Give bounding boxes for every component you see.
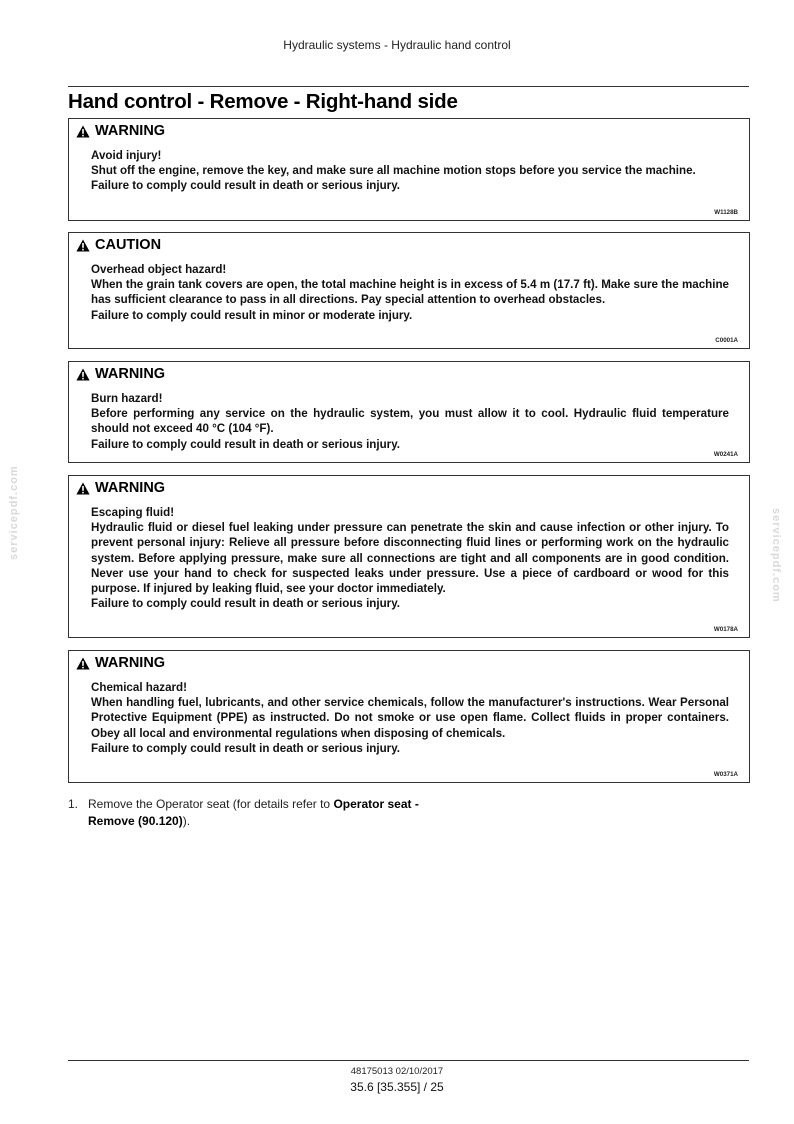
warning-triangle-icon: [76, 657, 90, 670]
warning-box-burn: [68, 361, 750, 463]
step-text-before: Remove the Operator seat (for details refer to: [88, 797, 334, 811]
footer-divider: [68, 1060, 749, 1061]
notice-consequence: Failure to comply could result in death or serious injury.: [91, 437, 401, 451]
header-divider: [68, 86, 749, 87]
notice-body: [91, 391, 729, 452]
footer-page-number: 35.6 [35.355] / 25: [350, 1080, 444, 1094]
warning-box-chemical: [68, 650, 750, 783]
warning-box-avoid-injury: [68, 118, 750, 221]
notice-consequence: Failure to comply could result in death or serious injury.: [91, 597, 401, 611]
step-reference-link[interactable]: Operator seat - Remove (90.120): [88, 797, 419, 828]
watermark-left: servicepdf.com: [8, 465, 20, 560]
notice-heading: [76, 237, 161, 253]
notice-type-label: WARNING: [95, 123, 166, 139]
notice-code: W0178A: [713, 626, 738, 633]
notice-text: Before performing any service on the hydraulic system, you must allow it to cool. Hydraulic fluid temperature should not exceed 40 °C (104 °F).: [91, 407, 729, 436]
notice-hazard: Chemical hazard!: [91, 681, 187, 694]
notice-code: W0371A: [713, 771, 738, 778]
running-header: Hydraulic systems - Hydraulic hand control: [283, 38, 511, 52]
footer-doc-ref: 48175013 02/10/2017: [350, 1066, 444, 1077]
notice-text: When the grain tank covers are open, the total machine height is in excess of 5.4 m (17.7 ft). Make sure the machine has sufficient clearance to pass in all directions. Pay special attention to overhead obstacles.: [91, 278, 729, 307]
step-text-after: ).: [182, 814, 191, 828]
warning-triangle-icon: [76, 125, 90, 138]
notice-type-label: CAUTION: [95, 237, 162, 253]
notice-hazard: Overhead object hazard!: [91, 263, 227, 276]
step-text: [88, 796, 428, 830]
warning-triangle-icon: [76, 239, 90, 252]
notice-code: W0241A: [713, 451, 738, 458]
notice-code: W1128B: [714, 209, 738, 216]
notice-heading: [76, 480, 165, 496]
warning-box-escaping-fluid: [68, 475, 750, 638]
caution-box-overhead: [68, 232, 750, 349]
step-number: 1.: [68, 797, 79, 811]
warning-triangle-icon: [76, 368, 90, 381]
notice-body: [91, 505, 729, 611]
notice-consequence: Failure to comply could result in minor or moderate injury.: [91, 308, 413, 322]
notice-hazard: Escaping fluid!: [91, 506, 175, 519]
notice-heading: [76, 655, 165, 671]
notice-type-label: WARNING: [95, 655, 166, 671]
procedure-step: [68, 796, 428, 830]
notice-type-label: WARNING: [95, 480, 166, 496]
notice-body: [91, 148, 729, 194]
notice-type-label: WARNING: [95, 366, 166, 382]
notice-consequence: Failure to comply could result in death or serious injury.: [91, 741, 401, 755]
notice-hazard: Burn hazard!: [91, 392, 163, 405]
watermark-right: servicepdf.com: [770, 508, 782, 603]
notice-body: [91, 262, 729, 323]
notice-hazard: Avoid injury!: [91, 149, 162, 162]
warning-triangle-icon: [76, 482, 90, 495]
notice-text: Shut off the engine, remove the key, and make sure all machine motion stops before you service the machine.: [91, 164, 696, 178]
notice-body: [91, 680, 729, 756]
notice-text: When handling fuel, lubricants, and other service chemicals, follow the manufacturer's instructions. Wear Personal Protective Equipment (PPE) as instructed. Do not smoke or use open flame. Collect fluids in proper containers. Obey all local and environmental regulations when disposing of chemicals.: [91, 696, 729, 740]
notice-consequence: Failure to comply could result in death or serious injury.: [91, 179, 401, 193]
notice-heading: [76, 366, 165, 382]
notice-heading: [76, 123, 165, 139]
notice-code: C0001A: [715, 337, 738, 344]
notice-text: Hydraulic fluid or diesel fuel leaking under pressure can penetrate the skin and cause infection or other injury. To prevent personal injury: Relieve all pressure before disconnecting fluid lines or performing work on the hydraulic system. Before applying pressure, make sure all connections are tight and all components are in good condition. Never use your hand to check for suspected leaks under pressure. Use a piece of cardboard or wood for this purpose. If injured by leaking fluid, see your doctor immediately.: [91, 521, 729, 596]
page-title: Hand control - Remove - Right-hand side: [68, 90, 458, 113]
